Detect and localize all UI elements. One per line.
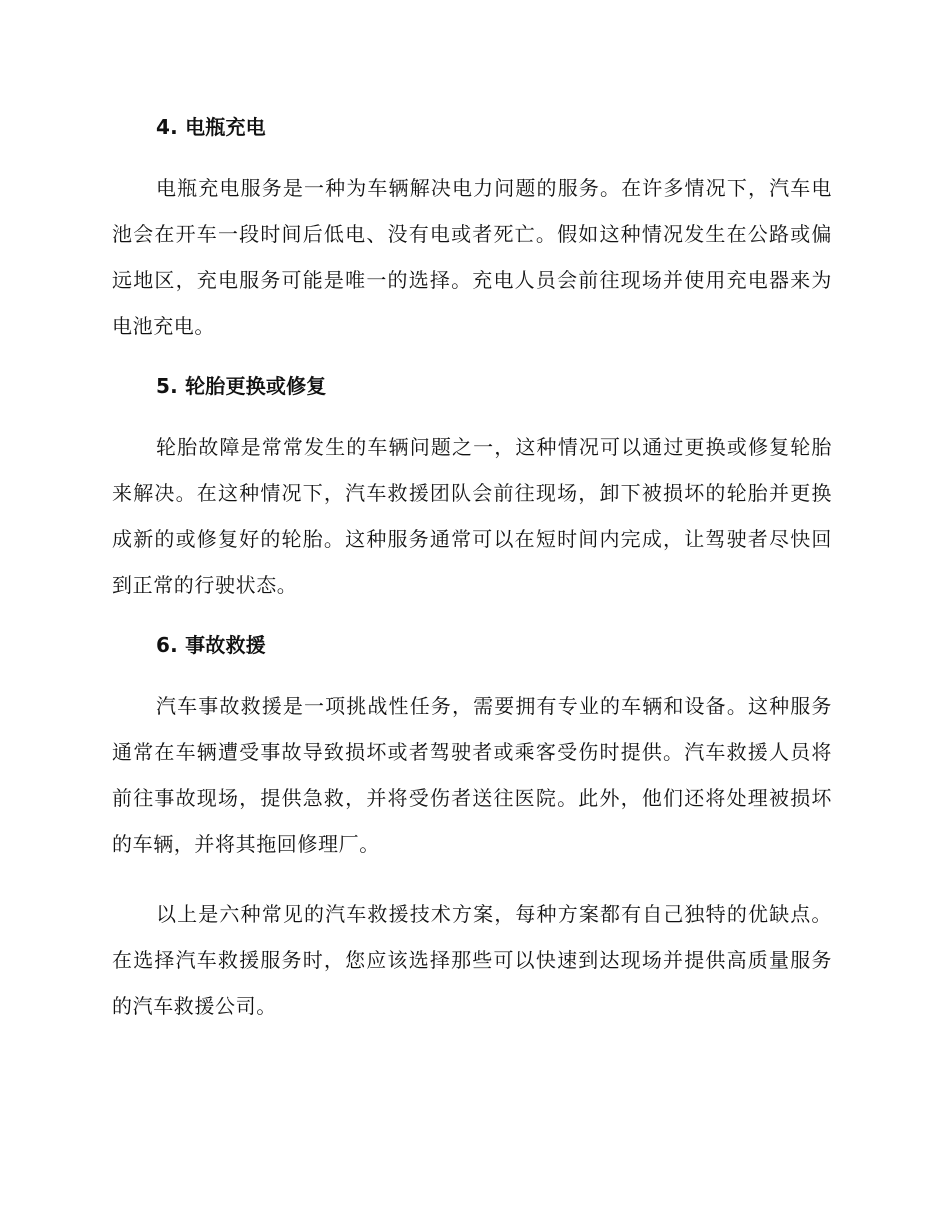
section-heading-battery-charging: 4. 电瓶充电	[156, 115, 266, 139]
section-heading-tire-repair: 5. 轮胎更换或修复	[156, 374, 327, 398]
paragraph-accident-rescue: 汽车事故救援是一项挑战性任务，需要拥有专业的车辆和设备。这种服务通常在车辆遭受事故导致损坏或者驾驶者或乘客受伤时提供。汽车救援人员将前往事故现场，提供急救，并将受伤者送往医院。此外，他们还将处理被损坏的车辆，并将其拖回修理厂。	[112, 694, 832, 856]
paragraph-battery-charging: 电瓶充电服务是一种为车辆解决电力问题的服务。在许多情况下，汽车电池会在开车一段时间后低电、没有电或者死亡。假如这种情况发生在公路或偏远地区，充电服务可能是唯一的选择。充电人员会前往现场并使用充电器来为电池充电。	[112, 176, 832, 338]
section-heading-accident-rescue: 6. 事故救援	[156, 633, 266, 657]
paragraph-tire-repair: 轮胎故障是常常发生的车辆问题之一，这种情况可以通过更换或修复轮胎来解决。在这种情况下，汽车救援团队会前往现场，卸下被损坏的轮胎并更换成新的或修复好的轮胎。这种服务通常可以在短时间内完成，让驾驶者尽快回到正常的行驶状态。	[112, 435, 832, 597]
paragraph-conclusion: 以上是六种常见的汽车救援技术方案，每种方案都有自己独特的优缺点。在选择汽车救援服务时，您应该选择那些可以快速到达现场并提供高质量服务的汽车救援公司。	[112, 902, 832, 1018]
